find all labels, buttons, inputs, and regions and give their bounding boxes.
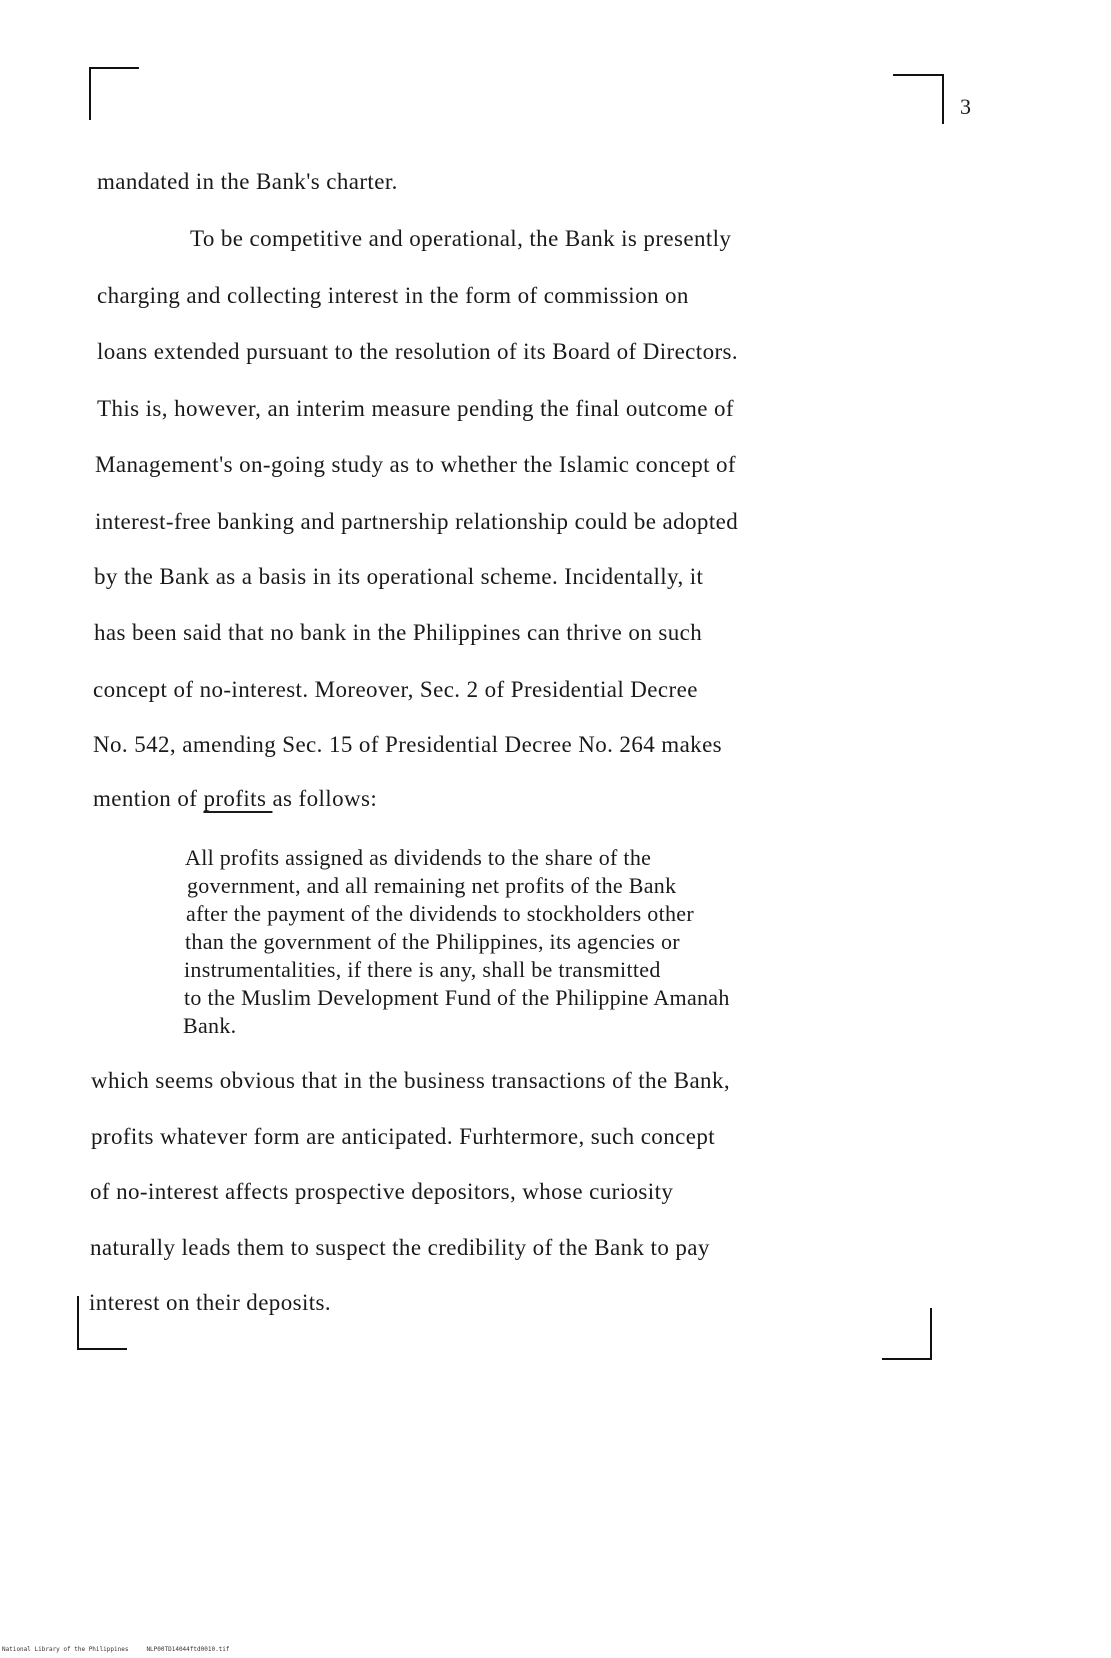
text-line: mandated in the Bank's charter. <box>97 169 398 194</box>
text-line: interest-free banking and partnership relationship could be adopted <box>95 509 739 534</box>
crop-mark-bottom-left-vertical <box>77 1296 79 1350</box>
quote-line: than the government of the Philippines, its agencies or <box>185 929 680 954</box>
footer-filename: NLP00TD14044ftd0010.tif <box>146 1646 230 1653</box>
quote-line: to the Muslim Development Fund of the Philippine Amanah <box>184 985 730 1010</box>
text-line: by the Bank as a basis in its operational scheme. Incidentally, it <box>94 564 704 589</box>
text-line-with-underline <box>93 786 377 812</box>
text-line: has been said that no bank in the Philippines can thrive on such <box>94 620 703 645</box>
text-line: No. 542, amending Sec. 15 of Presidential Decree No. 264 makes <box>93 732 723 757</box>
crop-mark-bottom-left-horizontal <box>77 1348 127 1350</box>
crop-mark-bottom-right-vertical <box>930 1308 932 1360</box>
quote-line: after the payment of the dividends to stockholders other <box>186 901 694 926</box>
underlined-term-profits: profits <box>203 786 273 811</box>
scan-footer <box>2 1646 230 1653</box>
text-line: of no-interest affects prospective depositors, whose curiosity <box>90 1179 674 1204</box>
quote-line: Bank. <box>183 1013 237 1038</box>
text-line: To be competitive and operational, the Bank is presently <box>190 226 732 251</box>
footer-library: National Library of the Philippines <box>2 1646 129 1653</box>
quote-line: government, and all remaining net profits of the Bank <box>187 873 677 898</box>
text-line: profits whatever form are anticipated. Furhtermore, such concept <box>91 1124 716 1149</box>
crop-mark-top-left-horizontal <box>89 67 139 69</box>
text-segment: as follows: <box>272 786 378 811</box>
page-number: 3 <box>960 94 971 119</box>
crop-mark-top-right-horizontal <box>893 74 944 76</box>
text-line: loans extended pursuant to the resolution of its Board of Directors. <box>97 339 739 364</box>
quote-line: All profits assigned as dividends to the share of the <box>185 845 652 870</box>
crop-mark-bottom-right-horizontal <box>882 1358 932 1360</box>
text-line: interest on their deposits. <box>89 1290 332 1315</box>
text-line: which seems obvious that in the business transactions of the Bank, <box>91 1068 730 1093</box>
crop-mark-top-left-vertical <box>89 67 91 120</box>
text-line: This is, however, an interim measure pending the final outcome of <box>97 396 734 421</box>
text-line: charging and collecting interest in the form of commission on <box>97 283 689 308</box>
text-line: naturally leads them to suspect the credibility of the Bank to pay <box>90 1235 710 1260</box>
crop-mark-top-right-vertical <box>942 74 944 124</box>
quote-line: instrumentalities, if there is any, shall be transmitted <box>184 957 661 982</box>
text-line: Management's on-going study as to whether the Islamic concept of <box>95 452 736 477</box>
text-segment: mention of <box>93 786 204 811</box>
text-line: concept of no-interest. Moreover, Sec. 2 of Presidential Decree <box>93 677 698 702</box>
